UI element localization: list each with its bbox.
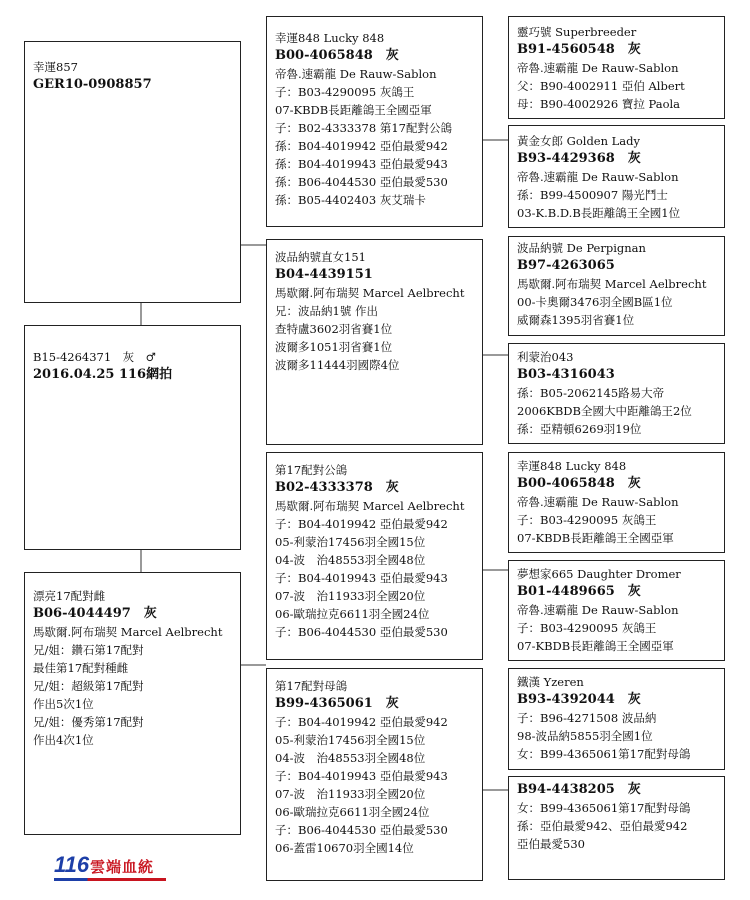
pedigree-line: B15-4264371 灰 ♂ (33, 350, 156, 364)
pedigree-line: 威爾森1395羽省賽1位 (517, 313, 635, 327)
pedigree-line: B03-4316043 (517, 367, 615, 382)
sire-sire-card (266, 16, 483, 227)
pedigree-line: 女：B99-4365061第17配對母鴿 (517, 747, 691, 761)
pedigree-line: 兄/姐：優秀第17配對 (33, 715, 144, 729)
sss-card (508, 16, 725, 119)
dam-sire-card (266, 452, 483, 660)
pedigree-line: B04-4439151 (275, 267, 373, 282)
pedigree-line: 05-利蒙治17456羽全國15位 (275, 733, 426, 747)
pedigree-line: 兄/姐：超級第17配對 (33, 679, 144, 693)
pedigree-line: 子：B04-4019943 亞伯最愛943 (275, 769, 448, 783)
pedigree-line: 查特盧3602羽省賽1位 (275, 322, 393, 336)
pedigree-line: B02-4333378 灰 (275, 480, 399, 495)
pedigree-line: 帝魯.速霸龍 De Rauw-Sablon (517, 170, 679, 184)
pedigree-line: 亞伯最愛530 (517, 837, 585, 851)
dsd-card (508, 560, 725, 661)
pedigree-line: 子：B96-4271508 波品納 (517, 711, 657, 725)
pedigree-line: 靈巧號 Superbreeder (517, 25, 637, 39)
pedigree-line: 05-利蒙治17456羽全國15位 (275, 535, 426, 549)
pedigree-line: 馬歇爾.阿布瑞契 Marcel Aelbrecht (517, 277, 707, 291)
pedigree-line: 04-波 治48553羽全國48位 (275, 751, 426, 765)
pedigree-line: 馬歇爾.阿布瑞契 Marcel Aelbrecht (275, 286, 465, 300)
dss-card (508, 452, 725, 553)
sds-card (508, 236, 725, 336)
pedigree-line: 子：B06-4044530 亞伯最愛530 (275, 625, 448, 639)
dam-dam-card (266, 668, 483, 881)
pedigree-line: 子：B06-4044530 亞伯最愛530 (275, 823, 448, 837)
pedigree-line: 孫：B05-2062145路易大帝 (517, 386, 665, 400)
pedigree-line: 子：B03-4290095 灰鴿王 (275, 85, 415, 99)
pedigree-line: 孫：B99-4500907 陽光鬥士 (517, 188, 668, 202)
pedigree-line: 馬歇爾.阿布瑞契 Marcel Aelbrecht (275, 499, 465, 513)
pedigree-line: 07-波 治11933羽全國20位 (275, 589, 426, 603)
pedigree-line: 06-蓋雷10670羽全國14位 (275, 841, 414, 855)
pedigree-line: B99-4365061 灰 (275, 696, 399, 711)
pedigree-line: 06-歐瑞拉克6611羽全國24位 (275, 805, 430, 819)
pedigree-line: 帝魯.速霸龍 De Rauw-Sablon (275, 67, 437, 81)
pedigree-line: 女：B99-4365061第17配對母鴿 (517, 801, 691, 815)
pedigree-line: 2006KBDB全國大中距離鴿王2位 (517, 404, 692, 418)
pedigree-line: B94-4438205 灰 (517, 782, 641, 797)
sdd-card (508, 343, 725, 444)
pedigree-line: 98-波品納5855羽全國1位 (517, 729, 653, 743)
pedigree-line: 第17配對公鴿 (275, 463, 348, 477)
pedigree-line: B91-4560548 灰 (517, 42, 641, 57)
pedigree-line: 07-波 治11933羽全國20位 (275, 787, 426, 801)
logo-number: 116 (54, 852, 90, 877)
pedigree-line: 馬歇爾.阿布瑞契 Marcel Aelbrecht (33, 625, 223, 639)
pedigree-line: 鐵漢 Yzeren (517, 675, 584, 689)
pedigree-line: 波爾多1051羽省賽1位 (275, 340, 393, 354)
pedigree-line: 波品納號 De Perpignan (517, 241, 646, 255)
pedigree-line: 黃金女郎 Golden Lady (517, 134, 641, 148)
pedigree-line: 作出5次1位 (33, 697, 94, 711)
pedigree-line: 07-KBDB長距離鴿王全國亞軍 (275, 103, 432, 117)
pedigree-line: 04-波 治48553羽全國48位 (275, 553, 426, 567)
pedigree-line: 帝魯.速霸龍 De Rauw-Sablon (517, 603, 679, 617)
pedigree-line: 幸運848 Lucky 848 (517, 459, 627, 473)
pedigree-line: 孫：B04-4019942 亞伯最愛942 (275, 139, 448, 153)
sire-card (24, 41, 241, 303)
pedigree-line: 母：B90-4002926 寶拉 Paola (517, 97, 681, 111)
pedigree-line: B93-4392044 灰 (517, 692, 641, 707)
pedigree-line: 07-KBDB長距離鴿王全國亞軍 (517, 531, 674, 545)
pedigree-line: 2016.04.25 116網拍 (33, 367, 173, 382)
pedigree-line: 00-卡奧爾3476羽全國B區1位 (517, 295, 673, 309)
pedigree-line: 兄：波品納1號 作出 (275, 304, 378, 318)
pedigree-line: 帝魯.速霸龍 De Rauw-Sablon (517, 61, 679, 75)
pedigree-line: 第17配對母鴿 (275, 679, 348, 693)
pedigree-line: 孫：B05-4402403 灰艾瑞卡 (275, 193, 426, 207)
pedigree-line: B97-4263065 (517, 258, 615, 273)
logo-text: 雲端血統 (90, 859, 155, 876)
pedigree-line: 最佳第17配對種雌 (33, 661, 129, 675)
sire-dam-card (266, 239, 483, 445)
pedigree-line: B00-4065848 灰 (275, 48, 399, 63)
ssd-card (508, 125, 725, 228)
pedigree-line: B00-4065848 灰 (517, 476, 641, 491)
subject-card (24, 325, 241, 550)
pedigree-line: 利蒙治043 (517, 350, 574, 364)
pedigree-line: B93-4429368 灰 (517, 151, 641, 166)
pedigree-line: 子：B02-4333378 第17配對公鴿 (275, 121, 452, 135)
pedigree-line: 子：B04-4019943 亞伯最愛943 (275, 571, 448, 585)
dds-card (508, 668, 725, 770)
cloud-pedigree-logo (54, 852, 169, 882)
pedigree-line: 波品納號直女151 (275, 250, 366, 264)
pedigree-line: 子：B03-4290095 灰鴿王 (517, 621, 657, 635)
pedigree-line: B06-4044497 灰 (33, 606, 157, 621)
pedigree-line: 子：B04-4019942 亞伯最愛942 (275, 715, 448, 729)
pedigree-line: 03-K.B.D.B長距離鴿王全國1位 (517, 206, 681, 220)
pedigree-line: 兄/姐：鑽石第17配對 (33, 643, 144, 657)
pedigree-line: 子：B04-4019942 亞伯最愛942 (275, 517, 448, 531)
pedigree-line: 帝魯.速霸龍 De Rauw-Sablon (517, 495, 679, 509)
pedigree-line: 父：B90-4002911 亞伯 Albert (517, 79, 685, 93)
pedigree-line: 06-歐瑞拉克6611羽全國24位 (275, 607, 430, 621)
pedigree-line: 漂亮17配對雌 (33, 589, 106, 603)
pedigree-line: GER10-0908857 (33, 77, 152, 92)
ddd-card (508, 776, 725, 880)
pedigree-line: 幸運848 Lucky 848 (275, 31, 385, 45)
logo-underline (54, 878, 166, 881)
pedigree-line: 波爾多11444羽國際4位 (275, 358, 400, 372)
pedigree-line: 作出4次1位 (33, 733, 94, 747)
pedigree-line: 孫：B06-4044530 亞伯最愛530 (275, 175, 448, 189)
pedigree-line: 孫：B04-4019943 亞伯最愛943 (275, 157, 448, 171)
pedigree-line: 幸運857 (33, 60, 78, 74)
pedigree-line: 孫：亞伯最愛942、亞伯最愛942 (517, 819, 688, 833)
dam-card (24, 572, 241, 835)
pedigree-line: 孫：亞精頓6269羽19位 (517, 422, 642, 436)
pedigree-line: 子：B03-4290095 灰鴿王 (517, 513, 657, 527)
pedigree-line: 07-KBDB長距離鴿王全國亞軍 (517, 639, 674, 653)
pedigree-line: 夢想家665 Daughter Dromer (517, 567, 681, 581)
pedigree-line: B01-4489665 灰 (517, 584, 641, 599)
